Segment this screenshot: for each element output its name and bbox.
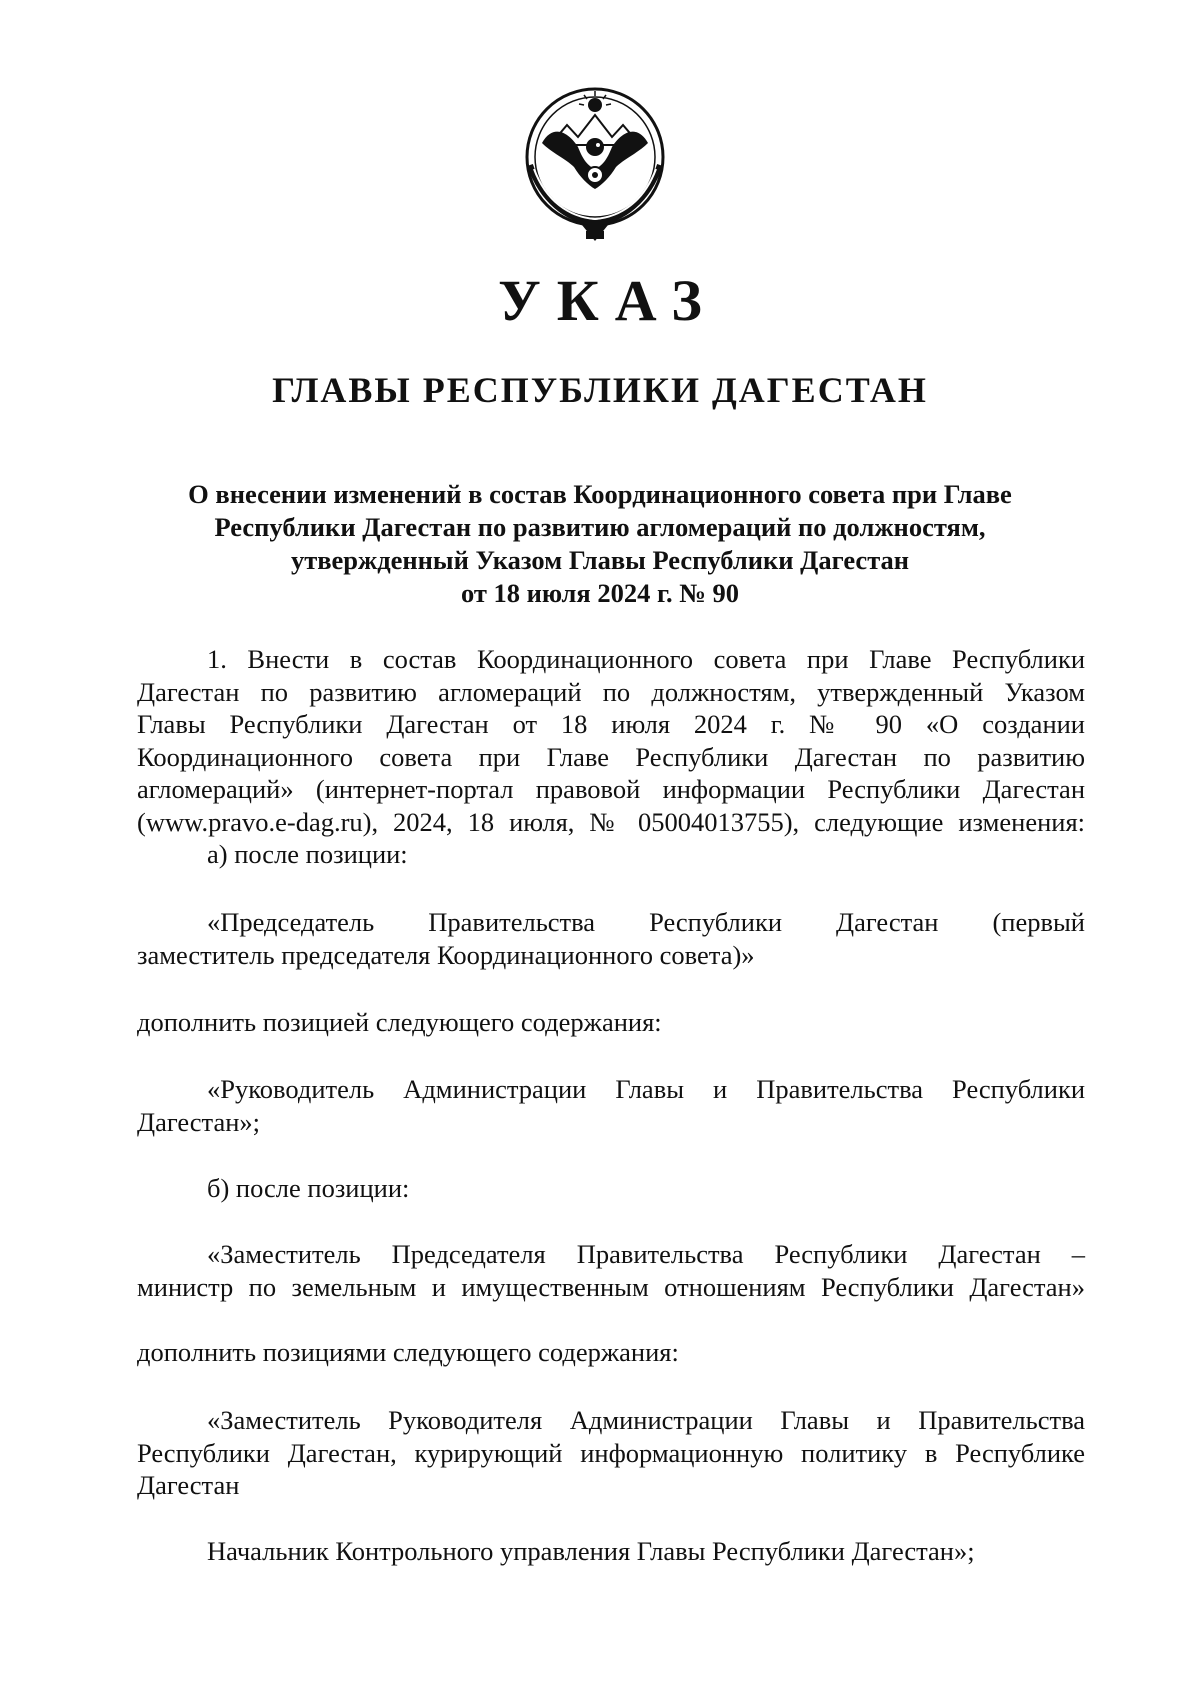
quote-line: Дагестан»;	[137, 1106, 261, 1137]
quote-1	[137, 906, 1085, 971]
supplement-1-text: дополнить позицией следующего содержания:	[137, 1007, 662, 1037]
item-a	[137, 838, 1085, 871]
quote-line: Республики Дагестан, курирующий информационную политику в Республике	[137, 1437, 1085, 1468]
paragraph-line: Главы Республики Дагестан от 18 июля 2024 г. № 90 «О создании	[137, 709, 1085, 739]
quote-5	[137, 1535, 1085, 1568]
supplement-2	[137, 1336, 1085, 1369]
supplement-2-text: дополнить позициями следующего содержания:	[137, 1337, 679, 1367]
quote-line: заместитель председателя Координационного совета)»	[137, 939, 755, 970]
quote-3	[137, 1238, 1085, 1303]
document-heading	[150, 478, 1050, 610]
heading-line: от 18 июля 2024 г. № 90	[460, 578, 740, 608]
heading-line: утвержденный Указом Главы Республики Дагестан	[290, 545, 910, 575]
paragraph-1	[137, 643, 1085, 838]
supplement-1	[137, 1006, 1085, 1039]
dagestan-coat-of-arms-icon	[512, 85, 678, 245]
quote-line: «Заместитель Руководителя Администрации Главы и Правительства	[207, 1405, 1085, 1435]
document-title: УКАЗ	[498, 268, 718, 333]
quote-2	[137, 1073, 1085, 1138]
item-b-text: б) после позиции:	[207, 1173, 410, 1203]
paragraph-line: Координационного совета при Главе Республики Дагестан по развитию	[137, 741, 1085, 772]
heading-line: Республики Дагестан по развитию агломераций по должностям,	[214, 512, 986, 542]
quote-line: «Председатель Правительства Республики Дагестан (первый	[207, 907, 1085, 937]
paragraph-line: (www.pravo.e-dag.ru), 2024, 18 июля, № 05004013755), следующие изменения:	[137, 806, 1085, 837]
item-a-text: а) после позиции:	[207, 839, 408, 869]
document-subtitle: ГЛАВЫ РЕСПУБЛИКИ ДАГЕСТАН	[272, 370, 928, 410]
paragraph-line: Дагестан по развитию агломераций по должностям, утвержденный Указом	[137, 676, 1085, 707]
quote-line: Дагестан	[137, 1470, 240, 1500]
quote-line: «Руководитель Администрации Главы и Правительства Республики	[207, 1074, 1085, 1104]
quote-5-text: Начальник Контрольного управления Главы Республики Дагестан»;	[207, 1536, 975, 1566]
item-b	[137, 1172, 1085, 1205]
quote-line: «Заместитель Председателя Правительства Республики Дагестан –	[207, 1239, 1085, 1269]
heading-line: О внесении изменений в состав Координационного совета при Главе	[188, 479, 1012, 509]
quote-line: министр по земельным и имущественным отношениям Республики Дагестан»	[137, 1271, 1085, 1302]
paragraph-line: агломераций» (интернет-портал правовой информации Республики Дагестан	[137, 774, 1085, 804]
paragraph-line: 1. Внести в состав Координационного совета при Главе Республики	[207, 644, 1085, 674]
quote-4	[137, 1404, 1085, 1502]
